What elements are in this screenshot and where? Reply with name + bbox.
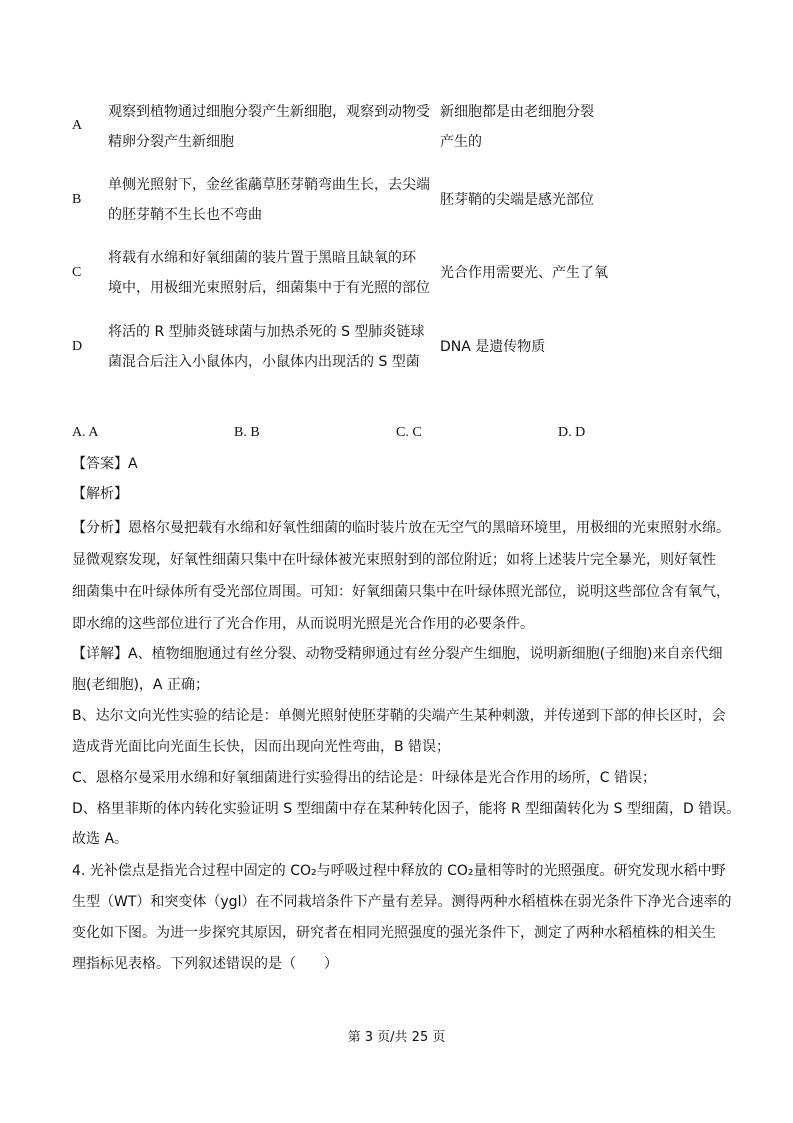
page-footer: 第 3 页/共 25 页 (347, 1030, 446, 1045)
row-b-evidence-line-2: 的胚芽鞘不生长也不弯曲 (108, 207, 262, 223)
row-a-conclusion-line-1: 新细胞都是由老细胞分裂 (440, 104, 594, 120)
analysis-line: 【分析】恩格尔曼把载有水绵和好氧性细菌的临时装片放在无空气的黑暗环境里，用极细的光束照射水绵。 (72, 520, 730, 536)
row-c-conclusion: 光合作用需要光、产生了氧 (440, 265, 608, 281)
analysis-line: 故选 A。 (72, 831, 129, 847)
analysis-line: B、达尔文向光性实验的结论是：单侧光照射使胚芽鞘的尖端产生某种刺激，并传递到下部的伸长区时，会 (72, 708, 726, 724)
row-letter-b: B (72, 192, 82, 207)
row-letter-c: C (72, 265, 82, 280)
question-line: 理指标见表格。下列叙述错误的是（ ） (72, 956, 338, 972)
choice-d: D. D (558, 425, 586, 440)
analysis-line: 【详解】A、植物细胞通过有丝分裂、动物受精卵通过有丝分裂产生细胞，说明新细胞(子细胞)来自亲代细 (72, 646, 723, 662)
analysis-line: 即水绵的这些部位进行了光合作用，从而说明光照是光合作用的必要条件。 (72, 616, 534, 632)
row-a-conclusion-line-2: 产生的 (440, 134, 482, 150)
analysis-line: 胞(老细胞)，A 正确； (72, 677, 209, 693)
row-d-evidence-line-1: 将活的 R 型肺炎链球菌与加热杀死的 S 型肺炎链球 (108, 324, 425, 340)
row-letter-a: A (72, 118, 83, 133)
choice-c: C. C (396, 425, 422, 440)
analysis-line: 细菌集中在叶绿体所有受光部位周围。可知：好氧细菌只集中在叶绿体照光部位，说明这些部位含有氧气， (72, 584, 730, 600)
row-a-evidence-line-1: 观察到植物通过细胞分裂产生新细胞，观察到动物受 (108, 104, 430, 120)
analysis-line: 显微观察发现，好氧性细菌只集中在叶绿体被光束照射到的部位附近；如将上述装片完全暴光，则好氧性 (72, 552, 716, 568)
analysis-tag: 【解析】 (72, 486, 128, 502)
analysis-line: D、格里菲斯的体内转化实验证明 S 型细菌中存在某种转化因子，能将 R 型细菌转化为 S 型细菌，D 错误。 (72, 801, 741, 817)
answer-line (72, 449, 138, 479)
analysis-line: 造成背光面比向光面生长快，因而出现向光性弯曲，B 错误； (72, 739, 451, 755)
question-line: 变化如下图。为进一步探究其原因，研究者在相同光照强度的强光条件下，测定了两种水稻植株的相关生 (72, 925, 716, 941)
row-c-evidence-line-2: 境中，用极细光束照射后，细菌集中于有光照的部位 (108, 280, 430, 296)
row-b-conclusion: 胚芽鞘的尖端是感光部位 (440, 192, 594, 208)
row-d-conclusion: DNA 是遗传物质 (440, 339, 546, 355)
row-letter-d: D (72, 339, 83, 354)
row-b-evidence-line-1: 单侧光照射下，金丝雀虉草胚芽鞘弯曲生长，去尖端 (108, 177, 430, 193)
choice-b: B. B (234, 425, 260, 440)
row-c-evidence-line-1: 将载有水绵和好氧细菌的装片置于黑暗且缺氧的环 (108, 250, 416, 266)
row-a-evidence-line-2: 精卵分裂产生新细胞 (108, 134, 234, 150)
question-line: 生型（WT）和突变体（ygl）在不同栽培条件下产量有差异。测得两种水稻植株在弱光条件下净光合速率的 (72, 894, 732, 910)
analysis-line: C、恩格尔曼采用水绵和好氧细菌进行实验得出的结论是：叶绿体是光合作用的场所，C 错误； (72, 770, 656, 786)
row-d-evidence-line-2: 菌混合后注入小鼠体内，小鼠体内出现活的 S 型菌 (108, 354, 420, 370)
question-line: 4. 光补偿点是指光合过程中固定的 CO₂与呼吸过程中释放的 CO₂量相等时的光照强度。研究发现水稻中野 (72, 863, 726, 879)
answer-value: A (128, 456, 138, 472)
choice-a: A. A (72, 425, 99, 440)
answer-tag: 【答案】 (72, 456, 128, 472)
